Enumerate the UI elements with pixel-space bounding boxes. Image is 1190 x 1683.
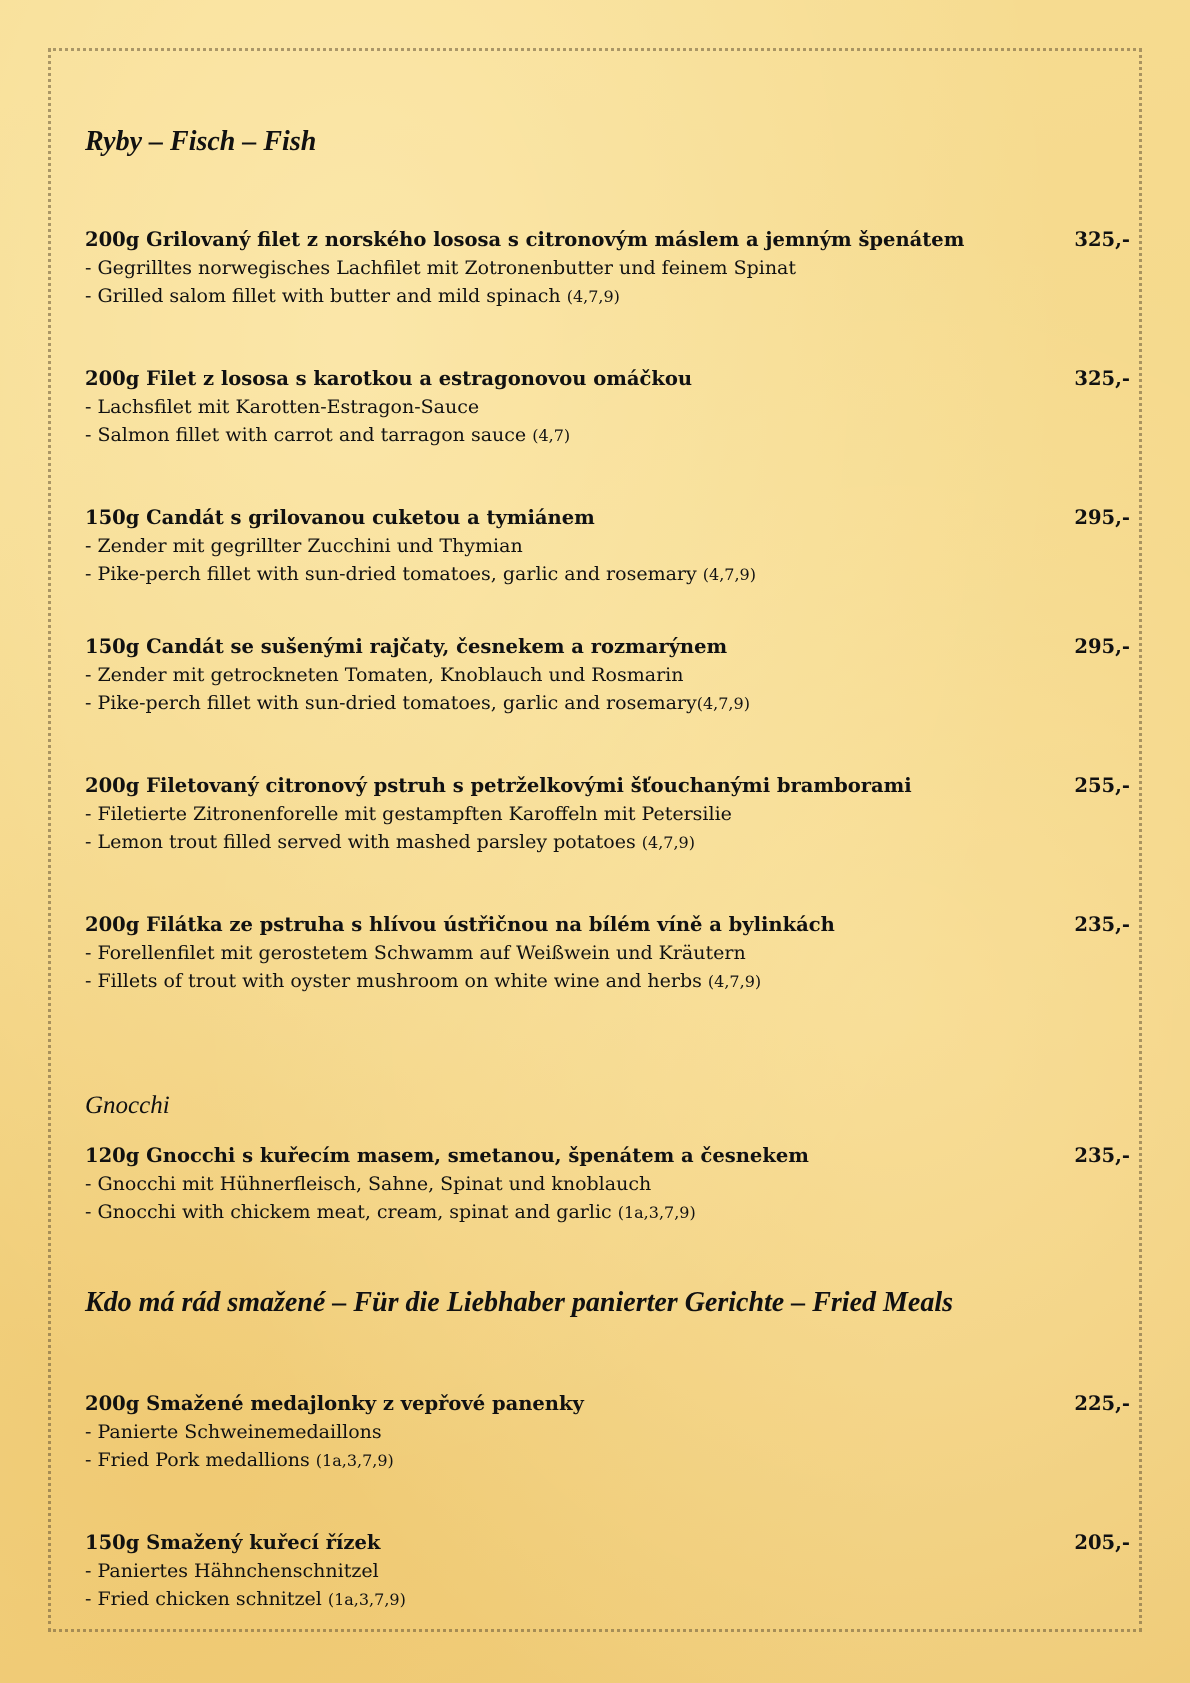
- item-title: 150g Candát s grilovanou cuketou a tymiánem: [85, 506, 595, 529]
- item-price: 225,-: [1074, 1392, 1130, 1415]
- menu-item: [85, 1142, 1130, 1227]
- item-desc-de: - Forellenfilet mit gerostetem Schwamm auf Weißwein und Kräutern: [85, 942, 746, 964]
- item-title: 200g Grilovaný filet z norského lososa s citronovým máslem a jemným špenátem: [85, 228, 965, 251]
- allergens: (4,7,9): [707, 972, 762, 991]
- item-desc-de: - Panierte Schweinemedaillons: [85, 1421, 382, 1443]
- allergens: (1a,3,7,9): [315, 1451, 394, 1470]
- item-desc-de: - Zender mit gegrillter Zucchini und Thymian: [85, 535, 523, 557]
- item-title: 200g Filet z lososa s karotkou a estragonovou omáčkou: [85, 367, 693, 390]
- section-heading-fried-meals: Kdo má rád smažené – Für die Liebhaber panierter Gerichte – Fried Meals: [85, 1287, 953, 1318]
- item-title: 200g Smažené medajlonky z vepřové panenky: [85, 1392, 584, 1415]
- allergens: (4,7,9): [566, 287, 620, 306]
- item-price: 205,-: [1074, 1531, 1130, 1554]
- menu-item: [85, 911, 1130, 996]
- item-title: 120g Gnocchi s kuřecím masem, smetanou, špenátem a česnekem: [85, 1144, 809, 1167]
- item-desc-de: - Gnocchi mit Hühnerfleisch, Sahne, Spinat und knoblauch: [85, 1173, 652, 1195]
- item-desc-de: - Paniertes Hähnchenschnitzel: [85, 1560, 379, 1582]
- menu-item: [85, 772, 1130, 857]
- item-price: 325,-: [1074, 228, 1130, 251]
- menu-item: [85, 226, 1130, 311]
- item-title: 200g Filetovaný citronový pstruh s petrželkovými šťouchanými bramborami: [85, 774, 912, 797]
- menu-item: [85, 365, 1130, 450]
- item-price: 325,-: [1074, 367, 1130, 390]
- allergens: (4,7): [532, 426, 571, 445]
- item-price: 295,-: [1074, 506, 1130, 529]
- item-desc-en: - Salmon fillet with carrot and tarragon sauce (4,7): [85, 424, 571, 446]
- item-desc-en: - Fillets of trout with oyster mushroom on white wine and herbs (4,7,9): [85, 970, 762, 992]
- item-price: 235,-: [1074, 913, 1130, 936]
- allergens: (4,7,9): [641, 833, 695, 852]
- item-desc-en: - Pike-perch fillet with sun-dried tomatoes, garlic and rosemary (4,7,9): [85, 563, 756, 585]
- item-title: 200g Filátka ze pstruha s hlívou ústřičnou na bílém víně a bylinkách: [85, 913, 835, 936]
- menu-item: [85, 1529, 1130, 1614]
- menu-item: [85, 633, 1130, 718]
- allergens: (4,7,9): [702, 565, 756, 584]
- allergens: (4,7,9): [696, 694, 750, 713]
- item-price: 235,-: [1074, 1144, 1130, 1167]
- section-heading-gnocchi: Gnocchi: [85, 1092, 170, 1119]
- item-desc-de: - Lachsfilet mit Karotten-Estragon-Sauce: [85, 396, 480, 418]
- item-desc-en: - Lemon trout filled served with mashed parsley potatoes (4,7,9): [85, 831, 695, 853]
- allergens: (1a,3,7,9): [617, 1203, 696, 1222]
- item-desc-en: - Pike-perch fillet with sun-dried tomatoes, garlic and rosemary(4,7,9): [85, 692, 750, 714]
- item-desc-en: - Grilled salom fillet with butter and mild spinach (4,7,9): [85, 285, 620, 307]
- item-desc-de: - Gegrilltes norwegisches Lachfilet mit Zotronenbutter und feinem Spinat: [85, 257, 797, 279]
- menu-item: [85, 504, 1130, 589]
- item-price: 295,-: [1074, 635, 1130, 658]
- item-desc-en: - Fried chicken schnitzel (1a,3,7,9): [85, 1588, 406, 1610]
- item-desc-en: - Fried Pork medallions (1a,3,7,9): [85, 1449, 394, 1471]
- item-title: 150g Smažený kuřecí řízek: [85, 1531, 381, 1554]
- item-desc-de: - Filetierte Zitronenforelle mit gestampften Karoffeln mit Petersilie: [85, 803, 732, 825]
- item-price: 255,-: [1074, 774, 1130, 797]
- section-heading-fish: Ryby – Fisch – Fish: [85, 126, 317, 157]
- item-desc-de: - Zender mit getrockneten Tomaten, Knoblauch und Rosmarin: [85, 664, 684, 686]
- menu-item: [85, 1390, 1130, 1475]
- item-title: 150g Candát se sušenými rajčaty, česnekem a rozmarýnem: [85, 635, 728, 658]
- allergens: (1a,3,7,9): [327, 1590, 406, 1609]
- item-desc-en: - Gnocchi with chickem meat, cream, spinat and garlic (1a,3,7,9): [85, 1201, 696, 1223]
